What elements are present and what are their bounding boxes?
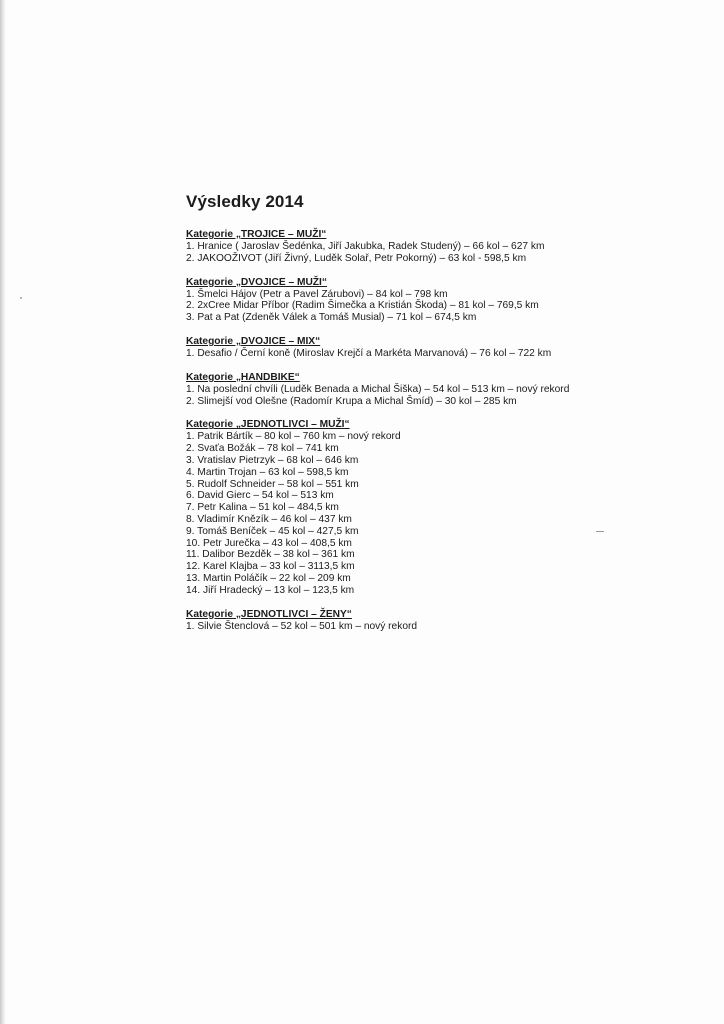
page-title: Výsledky 2014 [186,192,304,211]
section-trojice-muzi [186,229,606,265]
section-heading: Kategorie „JEDNOTLIVCI – ŽENY“ [186,608,352,620]
section-jednotlivci-muzi [186,419,606,596]
results-list [186,621,606,633]
result-entry: 3. Pat a Pat (Zdeněk Válek a Tomáš Musial) – 71 kol – 674,5 km [186,312,477,324]
section-jednotlivci-zeny [186,609,606,633]
result-entry: 1. Hranice ( Jaroslav Šedénka, Jiří Jakubka, Radek Studený) – 66 kol – 627 km [186,241,545,252]
result-entry: 5. Rudolf Schneider – 58 kol – 551 km [186,478,359,490]
scan-page-edge [0,0,6,1024]
result-entry: 1. Silvie Štenclová – 52 kol – 501 km – nový rekord [186,620,418,632]
result-entry: 2. JAKOOŽIVOT (Jiří Živný, Luděk Solař, Petr Pokorný) – 63 kol - 598,5 km [186,252,527,264]
section-heading: Kategorie „DVOJICE – MUŽI“ [186,276,327,288]
section-heading: Kategorie „DVOJICE – MIX“ [186,335,321,347]
result-entry: 14. Jiří Hradecký – 13 kol – 123,5 km [186,584,355,596]
results-document [186,192,606,644]
result-entry: 8. Vladimír Knězík – 46 kol – 437 km [186,513,352,525]
result-entry: 6. David Gierc – 54 kol – 513 km [186,490,334,502]
section-dvojice-mix [186,336,606,360]
result-entry: 1. Patrik Bártík – 80 kol – 760 km – nový rekord [186,431,401,443]
result-entry: 4. Martin Trojan – 63 kol – 598,5 km [186,466,349,478]
results-list [186,289,606,324]
result-entry: 11. Dalibor Bezděk – 38 kol – 361 km [186,549,355,561]
result-entry: 1. Desafio / Černí koně (Miroslav Krejčí a Markéta Marvanová) – 76 kol – 722 km [186,347,552,359]
results-list [186,384,606,408]
result-entry: 12. Karel Klajba – 33 kol – 3113,5 km [186,561,355,573]
section-heading: Kategorie „HANDBIKE“ [186,371,300,383]
result-entry: 1. Na poslední chvíli (Luděk Benada a Michal Šiška) – 54 kol – 513 km – nový rekord [186,383,570,395]
result-entry: 10. Petr Jurečka – 43 kol – 408,5 km [186,537,352,549]
result-entry: 2. 2xCree Midar Příbor (Radim Šimečka a Kristián Škoda) – 81 kol – 769,5 km [186,300,539,312]
section-handbike [186,372,606,408]
results-list [186,431,606,596]
results-list [186,241,606,265]
section-dvojice-muzi [186,277,606,324]
result-entry: 2. Slimejší vod Olešne (Radomír Krupa a Michal Šmíd) – 30 kol – 285 km [186,395,517,407]
result-entry: 3. Vratislav Pietrzyk – 68 kol – 646 km [186,454,359,466]
result-entry: 7. Petr Kalina – 51 kol – 484,5 km [186,502,339,514]
result-entry: 13. Martin Poláčík – 22 kol – 209 km [186,572,351,584]
section-heading: Kategorie „JEDNOTLIVCI – MUŽI“ [186,419,350,431]
result-entry: 1. Šmelci Hájov (Petr a Pavel Zárubovi) – 84 kol – 798 km [186,288,448,300]
section-heading: Kategorie „TROJICE – MUŽI“ [186,229,327,240]
results-list [186,348,606,360]
result-entry: 2. Svaťa Božák – 78 kol – 741 km [186,443,339,455]
scan-speck [20,297,22,299]
result-entry: 9. Tomáš Beníček – 45 kol – 427,5 km [186,525,359,537]
